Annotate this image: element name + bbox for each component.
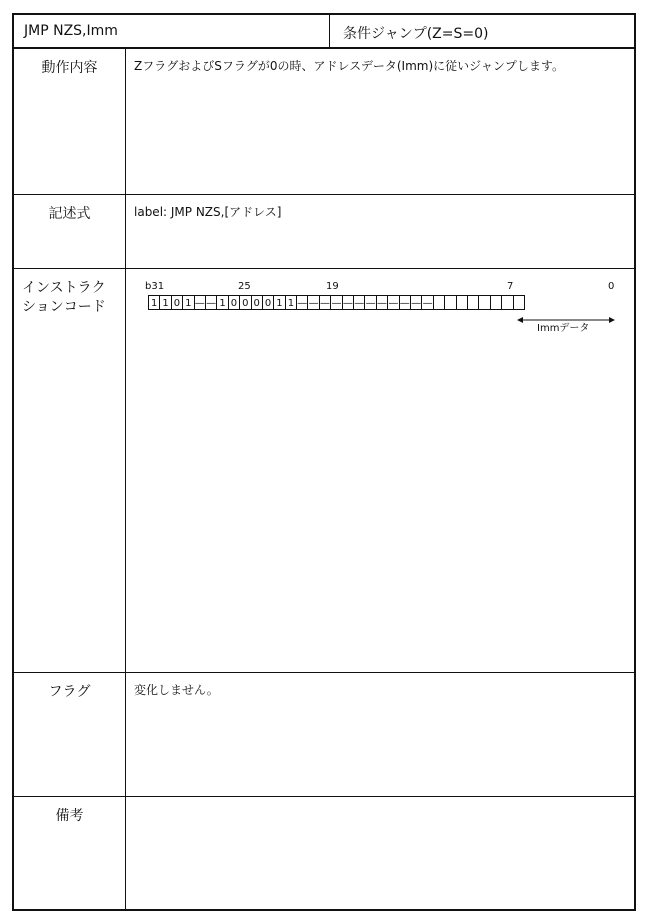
- bit-number-0: 0: [608, 281, 615, 292]
- bit-number-b31: b31: [145, 281, 165, 292]
- instruction-code-label-cell: [14, 269, 126, 672]
- header-row: [14, 15, 634, 49]
- bit-cell: [513, 295, 525, 310]
- remarks-label: 備考: [55, 808, 84, 824]
- flags-label: フラグ: [48, 684, 91, 700]
- syntax-row: [14, 195, 634, 269]
- bit-cell: —: [330, 295, 342, 310]
- bit-cell: 1: [159, 295, 171, 310]
- mnemonic-text: JMP NZS,Imm: [24, 23, 118, 39]
- bit-cell: 0: [228, 295, 240, 310]
- bit-cell: —: [319, 295, 331, 310]
- bit-cell: 0: [262, 295, 274, 310]
- bit-cell: —: [205, 295, 217, 310]
- imm-label: Immデータ: [537, 323, 590, 334]
- bit-cell: —: [307, 295, 319, 310]
- instruction-code-row: [14, 269, 634, 673]
- bit-cell: —: [194, 295, 206, 310]
- operation-label: 動作内容: [41, 60, 98, 76]
- bit-cell: 0: [171, 295, 183, 310]
- bit-cell: —: [421, 295, 433, 310]
- bit-cell: 1: [216, 295, 228, 310]
- remarks-label-cell: [14, 797, 126, 909]
- bit-cell: —: [387, 295, 399, 310]
- bit-field: [149, 295, 525, 310]
- bit-cell: —: [353, 295, 365, 310]
- bit-number-19: 19: [326, 281, 339, 292]
- syntax-label: 記述式: [48, 206, 91, 222]
- remarks-row: [14, 797, 634, 909]
- header-mnemonic-cell: [14, 15, 330, 47]
- bit-number-7: 7: [507, 281, 514, 292]
- bit-cell: —: [399, 295, 411, 310]
- bit-cell: 1: [273, 295, 285, 310]
- syntax-label-cell: [14, 195, 126, 268]
- description-text: 条件ジャンプ(Z=S=0): [343, 26, 489, 42]
- bit-cell: 1: [148, 295, 160, 310]
- bit-cell: 0: [239, 295, 251, 310]
- bit-cell: —: [376, 295, 388, 310]
- instruction-code-label: インストラク ションコード: [22, 280, 106, 315]
- flags-label-cell: [14, 673, 126, 796]
- bit-cell: —: [296, 295, 308, 310]
- instruction-sheet: [12, 13, 636, 911]
- operation-row: [14, 49, 634, 195]
- flags-row: [14, 673, 634, 797]
- bit-cell: —: [364, 295, 376, 310]
- bit-cell: —: [410, 295, 422, 310]
- bit-number-25: 25: [238, 281, 251, 292]
- operation-label-cell: [14, 49, 126, 194]
- bit-cell: 0: [251, 295, 263, 310]
- bit-cell: 1: [182, 295, 194, 310]
- bit-cell: —: [342, 295, 354, 310]
- flags-text: 変化しません。: [134, 683, 219, 697]
- bit-cell: 1: [285, 295, 297, 310]
- operation-text: ZフラグおよびSフラグが0の時、アドレスデータ(Imm)に従いジャンプします。: [134, 59, 564, 73]
- syntax-text: label: JMP NZS,[アドレス]: [134, 205, 282, 219]
